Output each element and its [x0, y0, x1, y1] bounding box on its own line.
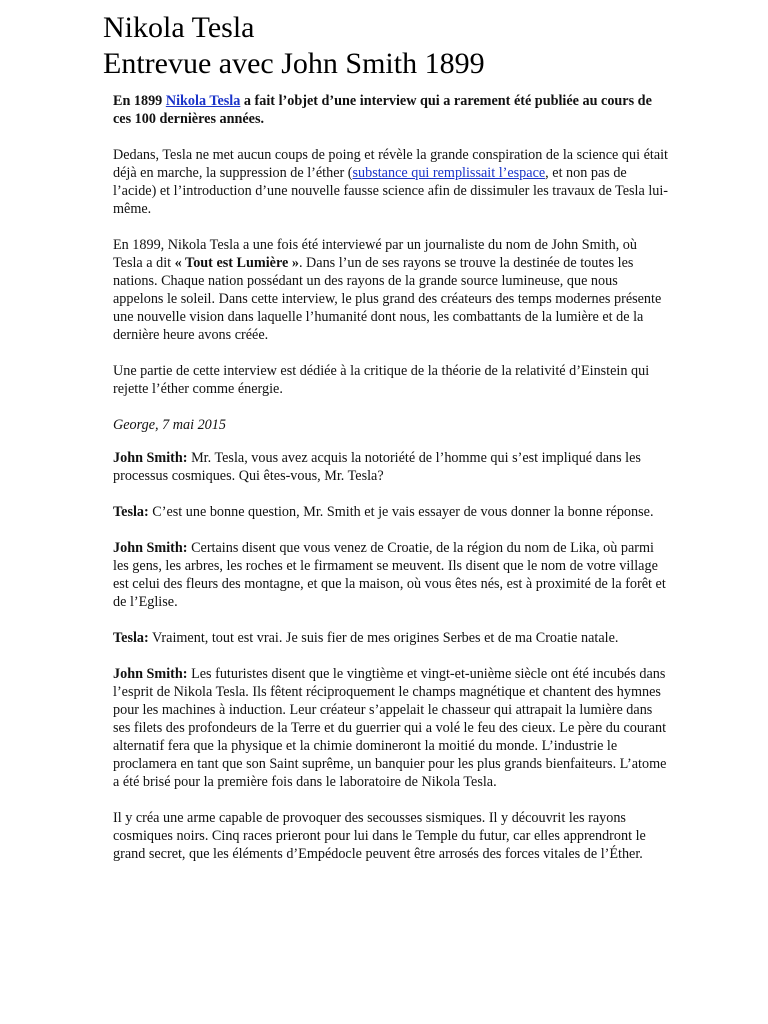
date-line: George, 7 mai 2015	[113, 417, 226, 433]
paragraph-conspiracy-end: , et non pas de l’acide) et l’introduction d’une nouvelle fausse science afin de dissimuler les travaux de Tesla lui-même.	[113, 165, 669, 217]
dialogue-entry	[113, 503, 668, 521]
dialogue-entry	[113, 539, 668, 611]
dialogue-text: Vraiment, tout est vrai. Je suis fier de mes origines Serbes et de ma Croatie natale.	[148, 630, 619, 646]
intro-text-end: a fait l’objet d’une interview qui a rarement été publiée au cours de ces 100 dernières années.	[113, 93, 652, 127]
title-line-1: Nikola Tesla	[103, 11, 255, 44]
intro-text-start: En 1899	[113, 93, 166, 109]
dialogue-text: Les futuristes disent que le vingtième et vingt-et-unième siècle ont été incubés dans l’esprit de Nikola Tesla. Ils fêtent réciproquement le champs magnétique et chantent des hymnes pour les machines à induction. Leur créateur s’appelait le chasseur qui attrapait la lumière dans ses filets des profondeurs de la Terre et du guerrier qui a volé le feu des cieux. Le père du courant alternatif fera que la physique et la chimie domineront la moitié du monde. L’industrie le proclamera en tant que son Saint suprême, un banquier pour les plus grands bienfaiteurs. L’atome a été brisé pour la première fois dans le laboratoire de Nikola Tesla.	[113, 666, 667, 790]
document-title	[103, 10, 485, 82]
article-body	[113, 92, 668, 881]
title-line-2: Entrevue avec John Smith 1899	[103, 47, 485, 80]
speaker-label: John Smith:	[113, 450, 188, 466]
ether-link[interactable]: substance qui remplissait l’espace	[352, 165, 546, 181]
paragraph-conspiracy	[113, 146, 668, 218]
dialogue-entry	[113, 629, 668, 647]
paragraph-interview-start: En 1899, Nikola Tesla a une fois été interviewé par un journaliste du nom de John Smith, où Tesla a dit	[113, 237, 637, 271]
quote-tout-est-lumiere: « Tout est Lumière »	[174, 255, 299, 271]
speaker-label: Tesla:	[113, 630, 149, 646]
intro-paragraph	[113, 92, 668, 128]
nikola-tesla-link[interactable]: Nikola Tesla	[165, 93, 241, 109]
dialogue-text: C’est une bonne question, Mr. Smith et je vais essayer de vous donner la bonne réponse.	[148, 504, 654, 520]
dialogue-text: Mr. Tesla, vous avez acquis la notoriété de l’homme qui s’est impliqué dans les processus cosmiques. Qui êtes-vous, Mr. Tesla?	[113, 450, 641, 484]
paragraph-interview-end: . Dans l’un de ses rayons se trouve la destinée de toutes les nations. Chaque nation possédant un des rayons de la grande source lumineuse, que nous appelons le soleil. Dans cette interview, le plus grand des créateurs des temps modernes présente une nouvelle vision dans laquelle l’humanité dont nous, les combattants de la lumière et de la dernière heure avons créée.	[113, 255, 662, 343]
paragraph-relativity: Une partie de cette interview est dédiée à la critique de la théorie de la relativité d’Einstein qui rejette l’éther comme énergie.	[113, 363, 650, 397]
dialogue-entry	[113, 449, 668, 485]
paragraph-last: Il y créa une arme capable de provoquer des secousses sismiques. Il y découvrit les rayons cosmiques noirs. Cinq races prieront pour lui dans le Temple du futur, car elles apprendront le grand secret, que les éléments d’Empédocle peuvent être arrosés des forces vitales de l’Éther.	[113, 810, 646, 862]
paragraph-interview	[113, 236, 668, 344]
paragraph-conspiracy-start: Dedans, Tesla ne met aucun coups de poing et révèle la grande conspiration de la science qui était déjà en marche, la suppression de l’éther (	[113, 147, 669, 181]
speaker-label: John Smith:	[113, 666, 188, 682]
dialogue-text: Certains disent que vous venez de Croatie, de la région du nom de Lika, où parmi les gens, les arbres, les roches et le firmament se meuvent. Ils disent que le nom de votre village est celui des fleurs des montagne, et que la maison, où vous êtes nés, est à proximité de la forêt et de l’Eglise.	[113, 540, 666, 610]
speaker-label: John Smith:	[113, 540, 188, 556]
dialogue-entry	[113, 665, 668, 791]
speaker-label: Tesla:	[113, 504, 149, 520]
